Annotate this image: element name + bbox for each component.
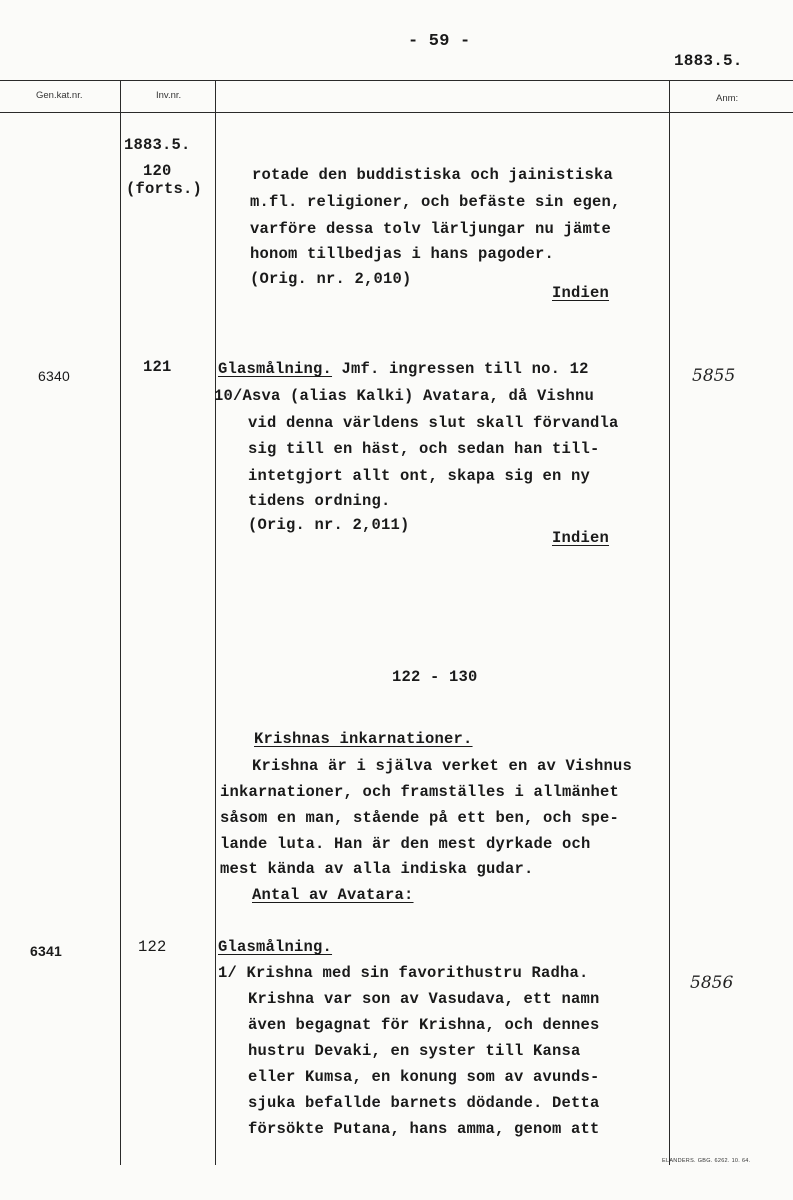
section-line: såsom en man, stående på ett ben, och spe- <box>220 809 620 827</box>
entry-122-inv: 122 <box>138 938 167 956</box>
entry-122-line: eller Kumsa, en konung som av avunds- <box>248 1068 600 1086</box>
header-top-rule <box>0 80 793 81</box>
entry-121-orig-number: (Orig. nr. 2,011) <box>248 516 410 534</box>
entry-122-line: även begagnat för Krishna, och dennes <box>248 1016 600 1034</box>
entry-121-line: sig till en häst, och sedan han till- <box>248 440 600 458</box>
section-line: Krishna är i själva verket en av Vishnus <box>252 757 633 775</box>
section-line: mest kända av alla indiska gudar. <box>220 860 534 878</box>
header-bottom-rule <box>0 112 793 113</box>
entry-122-line: hustru Devaki, en syster till Kansa <box>248 1042 581 1060</box>
entry-121-line: tidens ordning. <box>248 492 391 510</box>
entry-121-handwritten-annotation: 5855 <box>692 366 736 386</box>
entry-122-genkat: 6341 <box>30 943 62 959</box>
entry-120-line: rotade den buddistiska och jainistiska <box>252 166 614 184</box>
entry-121-line: vid denna världens slut skall förvandla <box>248 414 619 432</box>
column-divider-3 <box>669 80 670 1165</box>
entry-120-line: m.fl. religioner, och befäste sin egen, <box>250 193 621 211</box>
column-divider-2 <box>215 80 216 1165</box>
section-range: 122 - 130 <box>392 668 478 686</box>
entry-120-orig-number: (Orig. nr. 2,010) <box>250 270 412 288</box>
section-line: inkarnationer, och framställes i allmänhet <box>220 783 620 801</box>
entry-122-title: Glasmålning. <box>218 938 333 956</box>
entry-120-region: Indien <box>552 284 610 302</box>
section-line: lande luta. Han är den mest dyrkade och <box>220 835 591 853</box>
section-subheading: Antal av Avatara: <box>252 886 414 904</box>
entry-120-inv: 120 <box>143 162 172 180</box>
entry-121-genkat: 6340 <box>38 368 70 384</box>
entry-122-line: sjuka befallde barnets dödande. Detta <box>248 1094 600 1112</box>
entry-120-line: varföre dessa tolv lärljungar nu jämte <box>250 220 612 238</box>
entry-120-line: honom tillbedjas i hans pagoder. <box>250 245 555 263</box>
entry-122-handwritten-annotation: 5856 <box>690 973 734 993</box>
entry-121-inv: 121 <box>143 358 172 376</box>
column-header-genkat: Gen.kat.nr. <box>36 90 83 101</box>
entry-122-line: försökte Putana, hans amma, genom att <box>248 1120 600 1138</box>
entry-122-line: Krishna var son av Vasudava, ett namn <box>248 990 600 1008</box>
entry-121-line: 10/Asva (alias Kalki) Avatara, då Vishnu <box>214 387 595 405</box>
entry-121-region: Indien <box>552 529 610 547</box>
entry-120-continued: (forts.) <box>126 180 203 198</box>
entry-122-line: 1/ Krishna med sin favorithustru Radha. <box>218 964 589 982</box>
entry-120-ref: 1883.5. <box>124 136 191 154</box>
entry-121-title-rest: Jmf. ingressen till no. 12 <box>332 360 589 378</box>
column-header-anm: Anm: <box>716 93 739 104</box>
section-heading: Krishnas inkarnationer. <box>254 730 473 748</box>
column-header-inv: Inv.nr. <box>156 90 182 101</box>
accession-reference: 1883.5. <box>674 52 743 70</box>
page-number: - 59 - <box>408 32 471 51</box>
column-divider-1 <box>120 80 121 1165</box>
entry-121-first-line <box>218 360 589 378</box>
printer-imprint: ELANDERS. GBG. 6262. 10. 64. <box>662 1158 751 1164</box>
entry-121-title: Glasmålning. <box>218 360 333 378</box>
entry-121-line: intetgjort allt ont, skapa sig en ny <box>248 467 591 485</box>
